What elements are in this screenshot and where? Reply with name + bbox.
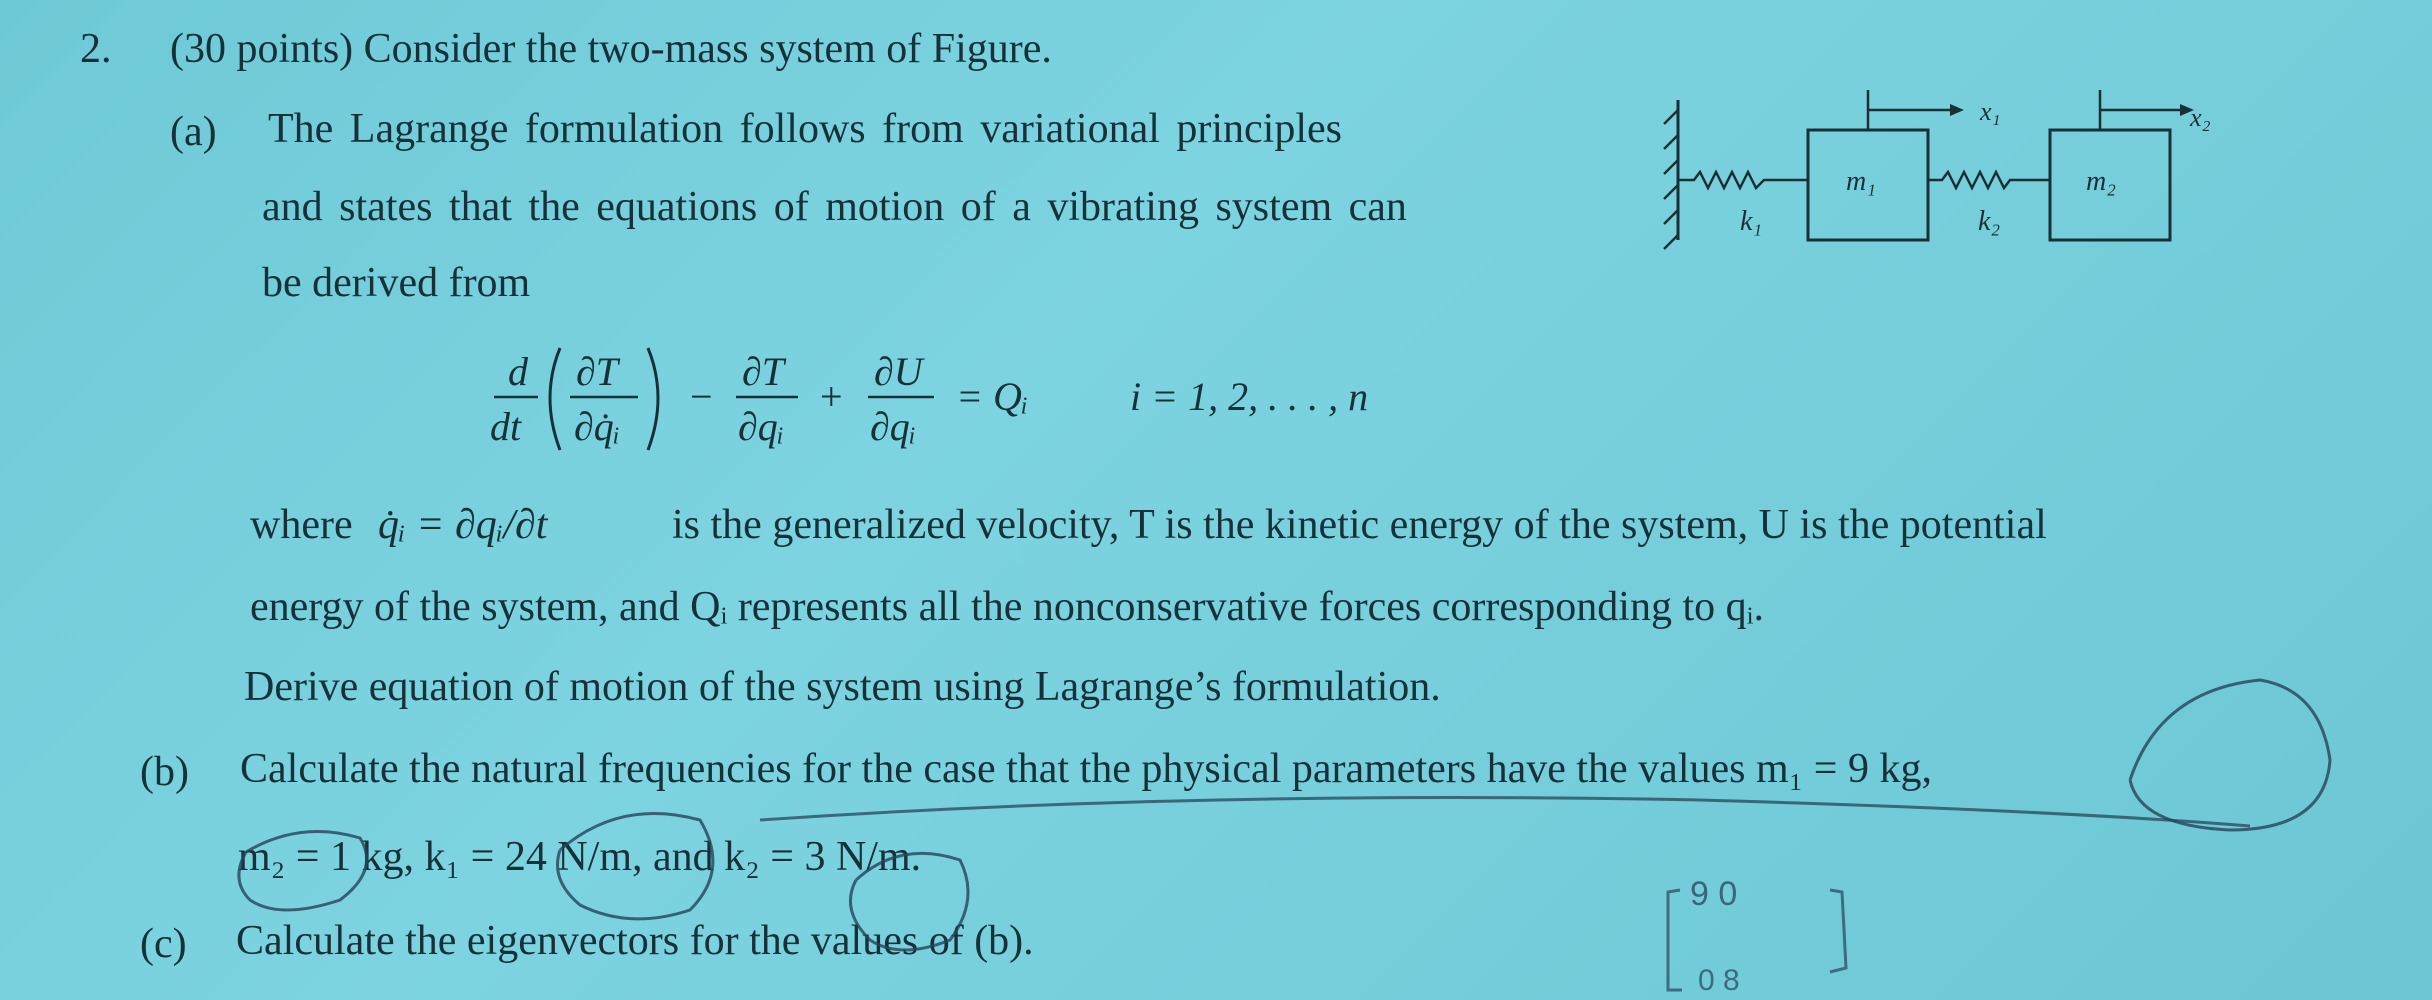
part-c-label: (c) [140, 921, 187, 967]
problem-number: 2. [80, 26, 112, 72]
pen-bracket-left [1668, 890, 1682, 990]
eq-dq: ∂qᵢ [738, 404, 785, 449]
where-rest: is the generalized velocity, T is the kinetic energy of the system, U is the potential [672, 502, 2047, 548]
part-a-line3: be derived from [262, 260, 531, 306]
eq-d: d [508, 349, 528, 394]
label-x1: x₁ [1980, 97, 2001, 126]
pen-note-2: 0 8 [1698, 964, 1740, 997]
eq-equals-Q: = Qᵢ [956, 374, 1029, 419]
eq-dq2: ∂qᵢ [870, 404, 917, 449]
pen-circle-m1 [2130, 680, 2330, 830]
wall-hatching [1664, 110, 1678, 249]
eq-dt: dt [490, 404, 522, 449]
spring-k1 [1678, 172, 1808, 188]
eq-range: i = 1, 2, . . . , n [1130, 374, 1369, 419]
part-b-line2: m₂ = 1 kg, k₁ = 24 N/m, and k₂ = 3 N/m. [238, 834, 922, 880]
label-k2: k₂ [1978, 206, 2001, 237]
lagrange-equation [490, 340, 1490, 470]
where-prefix: where [250, 502, 353, 548]
part-a-label: (a) [170, 109, 217, 155]
part-b-line1: Calculate the natural frequencies for the case that the physical parameters have the values m₁ = 9 kg, [240, 746, 1932, 792]
part-a-line1: The Lagrange formulation follows from variational principles [268, 106, 1343, 152]
problem-title: (30 points) Consider the two-mass system of Figure. [170, 26, 1052, 72]
eq-dT2: ∂T [742, 349, 785, 394]
label-m1: m₁ [1846, 166, 1876, 197]
eq-plus: + [820, 374, 843, 419]
two-mass-system-figure [1660, 40, 2220, 270]
part-a-line5: energy of the system, and Qᵢ represents all the nonconservative forces corresponding to qᵢ. [250, 584, 1765, 630]
eq-dqdot: ∂q̇ᵢ [574, 404, 621, 449]
part-b-label: (b) [140, 749, 189, 795]
pen-note: 9 0 [1690, 875, 1738, 913]
pen-bracket-right [1830, 890, 1846, 972]
spring-k2 [1928, 172, 2050, 188]
eq-dT: ∂T [576, 349, 619, 394]
part-a-line6: Derive equation of motion of the system using Lagrange’s formulation. [244, 664, 1441, 710]
arrow-x1-icon [1950, 104, 1964, 116]
part-c-line1: Calculate the eigenvectors for the values of (b). [236, 918, 1034, 964]
label-k1: k₁ [1740, 206, 1763, 237]
part-a-line2: and states that the equations of motion of a vibrating system can [262, 184, 1407, 230]
label-x2: x₂ [2190, 103, 2211, 132]
eq-dU: ∂U [874, 349, 923, 394]
pen-underline [760, 798, 2250, 827]
where-definition: q̇ᵢ = ∂qᵢ/∂t [378, 502, 548, 548]
eq-minus: − [690, 374, 713, 419]
label-m2: m₂ [2086, 166, 2116, 197]
